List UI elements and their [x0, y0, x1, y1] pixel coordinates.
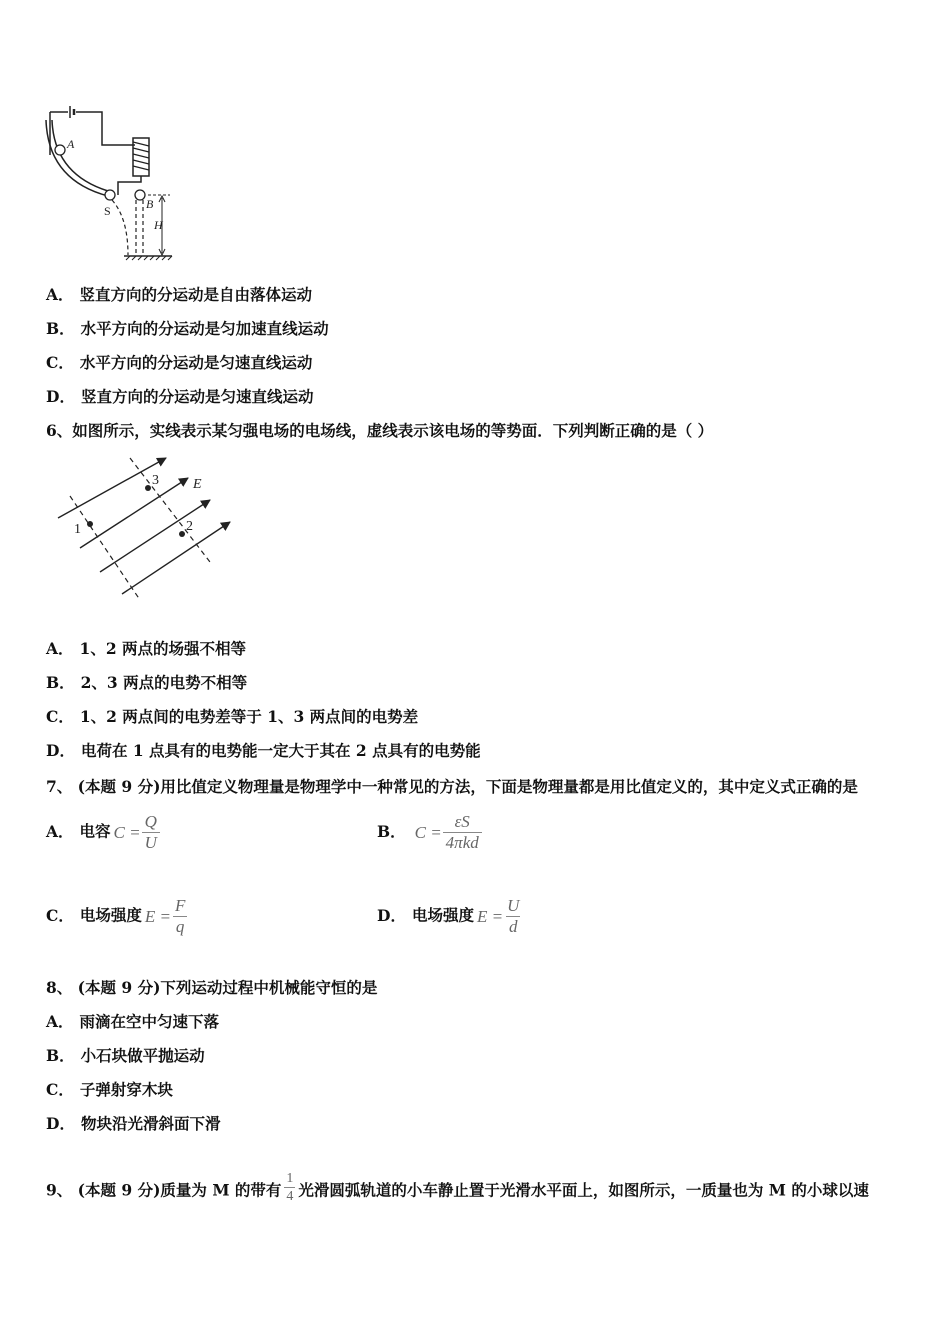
- q6-option-d: D． 电荷在 1 点具有的电势能一定大于其在 2 点具有的电势能: [46, 741, 481, 760]
- q6-option-a: A． 1、2 两点的场强不相等: [46, 639, 246, 658]
- q7-stem: 7、 (本题 9 分)用比值定义物理量是物理学中一种常见的方法，下面是物理量都是用比值定义的，其中定义式正确的是: [46, 777, 858, 796]
- ball-s-label: S: [104, 204, 111, 218]
- field-e-label: E: [193, 477, 202, 492]
- q7-option-c: C． 电场强度 E = $\frac{F}{q}$: [46, 896, 188, 937]
- q6-stem: 6、如图所示，实线表示某匀强电场的电场线，虚线表示该电场的等势面．下列判断正确的是（ ）: [46, 421, 714, 440]
- quarter-fraction: $\frac{1}{4}$: [286, 1171, 294, 1204]
- formula-fraction: $\frac{Q}{U}$: [142, 812, 160, 853]
- formula-fraction: $\frac{U}{d}$: [507, 896, 520, 936]
- q6-option-c: C． 1、2 两点间的电势差等于 1、3 两点间的电势差: [46, 707, 419, 726]
- ball-b-label: B: [146, 197, 154, 211]
- projectile-apparatus-figure: [40, 100, 180, 265]
- q7-option-b: B． C = $\frac{\varepsilon S}{\text{4πkd}}$: [377, 812, 482, 853]
- point-3-label: 3: [152, 473, 159, 488]
- q8-option-b: B． 小石块做平抛运动: [46, 1046, 205, 1065]
- q8-option-d: D． 物块沿光滑斜面下滑: [46, 1114, 221, 1133]
- q8-option-c: C． 子弹射穿木块: [46, 1080, 173, 1099]
- q7-option-d: D． 电场强度 E = $\frac{U}{d}$: [377, 896, 522, 937]
- q8-option-a: A． 雨滴在空中匀速下落: [46, 1012, 220, 1031]
- point-2-label: 2: [186, 519, 193, 534]
- q5-option-b: B． 水平方向的分运动是匀加速直线运动: [46, 319, 329, 338]
- q9-stem: 9、 (本题 9 分)质量为 M 的带有 $\frac{1}{4}$ 光滑圆弧轨道的小车静止置于光滑水平面上，如图所示，一质量也为 M 的小球以速: [46, 1171, 869, 1204]
- q5-option-d: D． 竖直方向的分运动是匀速直线运动: [46, 387, 314, 406]
- q7-option-a: A． 电容 C = $\frac{Q}{U}$: [46, 812, 160, 853]
- ball-a-label: A: [67, 137, 75, 151]
- point-1-label: 1: [74, 522, 81, 537]
- formula-fraction: $\frac{\varepsilon S}{\text{4πkd}}$: [443, 812, 482, 853]
- q6-option-b: B． 2、3 两点的电势不相等: [46, 673, 248, 692]
- q8-stem: 8、 (本题 9 分)下列运动过程中机械能守恒的是: [46, 978, 378, 997]
- q5-option-a: A． 竖直方向的分运动是自由落体运动: [46, 285, 313, 304]
- q5-option-c: C． 水平方向的分运动是匀速直线运动: [46, 353, 313, 372]
- height-label: H: [154, 218, 163, 232]
- electric-field-figure: [50, 452, 250, 612]
- formula-fraction: $\frac{F}{q}$: [172, 896, 188, 937]
